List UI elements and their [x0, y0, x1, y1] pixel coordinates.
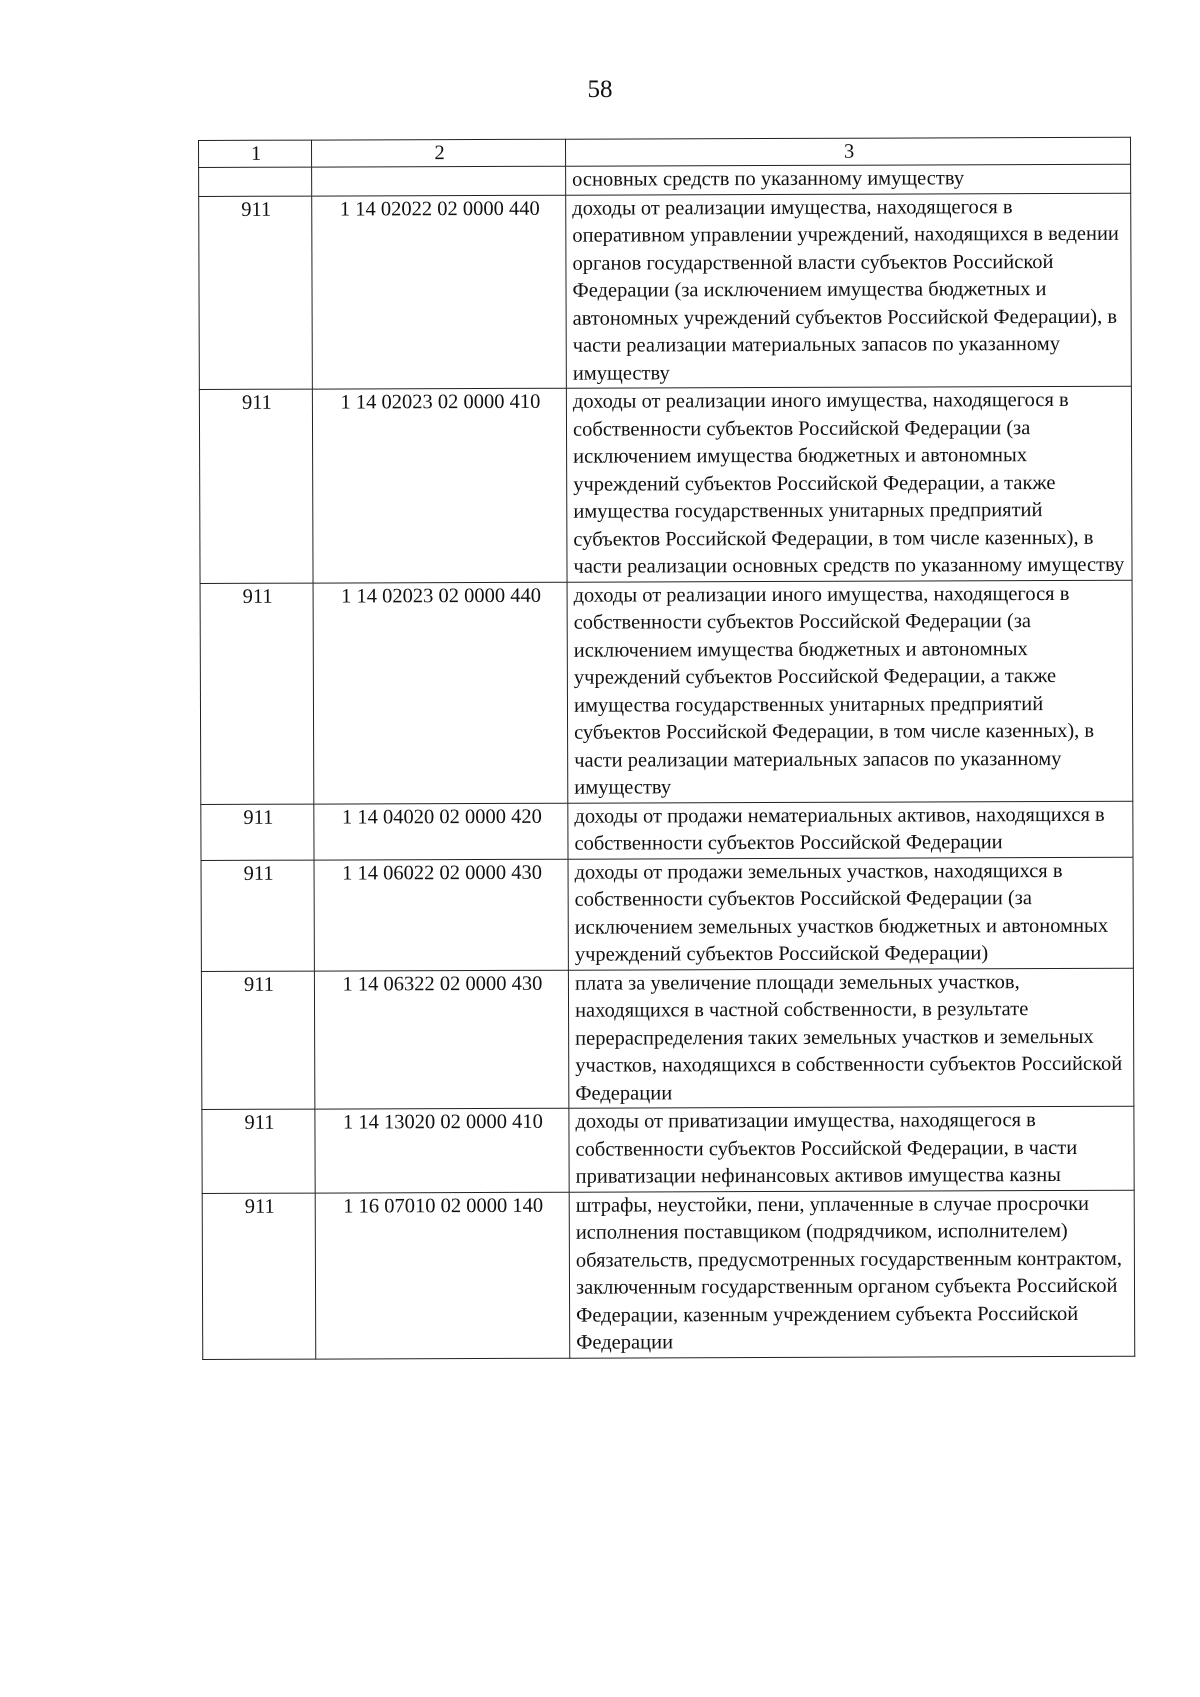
continuation-row — [199, 164, 1131, 196]
table-row — [199, 386, 1132, 583]
table-header-row — [199, 137, 1131, 167]
table-row — [202, 1190, 1135, 1359]
table-row — [201, 801, 1133, 860]
admin-code-cell: 911 — [200, 583, 314, 804]
budget-code-cell: 1 14 02023 02 0000 410 — [312, 388, 567, 582]
admin-code-cell: 911 — [199, 389, 313, 583]
revenue-description-cell: доходы от продажи нематериальных активов, находящихся в собственности субъектов Российской Федерации — [568, 801, 1133, 859]
budget-code-cell: 1 14 04020 02 0000 420 — [314, 803, 568, 860]
admin-code-cell: 911 — [201, 804, 314, 860]
column-header-3: 3 — [565, 137, 1130, 166]
revenue-description-cell: доходы от реализации иного имущества, находящегося в собственности субъектов Российской Федерации (за исключением имущества бюджетных и автономных учреждений субъектов Российской Федерации, а также имущества государственных унитарных предприятий субъектов Российской Федерации, в том числе казенных), в части реализации материальных запасов по указанному имуществу — [567, 580, 1133, 803]
budget-code-cell: 1 14 02023 02 0000 440 — [313, 582, 568, 804]
revenue-description-cell: доходы от продажи земельных участков, находящихся в собственности субъектов Российской Федерации (за исключением земельных участков бюджетных и автономных учреждений субъектов Российской Федерации) — [568, 857, 1133, 970]
admin-code-cell: 911 — [201, 860, 314, 971]
revenue-description-cell: доходы от реализации имущества, находящегося в оперативном управлении учреждений, находящихся в ведении органов государственной власти субъектов Российской Федерации (за исключением имущества бюджетных и автономных учреждений субъектов Российской Федерации), в части реализации материальных запасов по указанному имуществу — [566, 193, 1132, 388]
table-row — [201, 857, 1133, 971]
budget-code-cell: 1 14 06022 02 0000 430 — [314, 859, 568, 971]
revenue-description-cell: доходы от приватизации имущества, находящегося в собственности субъектов Российской Федерации, в части приватизации нефинансовых активов имущества казны — [569, 1106, 1134, 1191]
table-row — [201, 968, 1133, 1110]
admin-code-cell: 911 — [201, 971, 314, 1110]
budget-code-cell: 1 16 07010 02 0000 140 — [315, 1192, 570, 1359]
budget-code-cell: 1 14 06322 02 0000 430 — [314, 970, 568, 1109]
continuation-text-cell: основных средств по указанному имуществу — [566, 164, 1131, 194]
table-row — [199, 193, 1132, 390]
revenue-description-cell: доходы от реализации иного имущества, находящегося в собственности субъектов Российской Федерации (за исключением имущества бюджетных и автономных учреждений субъектов Российской Федерации, а также имущества государственных унитарных предприятий субъектов Российской Федерации, в том числе казенных), в части реализации основных средств по указанному имуществу — [566, 386, 1132, 581]
budget-code-cell: 1 14 02022 02 0000 440 — [312, 195, 567, 389]
revenue-codes-table — [198, 137, 1135, 1360]
admin-code-cell: 911 — [199, 196, 313, 390]
revenue-description-cell: штрафы, неустойки, пени, уплаченные в случае просрочки исполнения поставщиком (подрядчиком, исполнителем) обязательств, предусмотренных государственным контрактом, заключенным государственным органом субъекта Российской Федерации, казенным учреждением субъекта Российской Федерации — [569, 1190, 1135, 1358]
table-row — [202, 1106, 1134, 1193]
column-header-1: 1 — [199, 140, 312, 167]
admin-code-cell: 911 — [202, 1109, 315, 1193]
column-header-2: 2 — [312, 139, 566, 167]
revenue-description-cell: плата за увеличение площади земельных участков, находящихся в частной собственности, в результате перераспределения таких земельных участков и земельных участков, находящихся в собственности субъектов Российской Федерации — [568, 968, 1133, 1108]
continuation-code-cell — [312, 166, 566, 195]
page-number: 58 — [587, 76, 613, 103]
table-row — [200, 580, 1133, 804]
admin-code-cell: 911 — [202, 1193, 316, 1359]
continuation-admin-cell — [199, 167, 312, 196]
budget-code-cell: 1 14 13020 02 0000 410 — [315, 1108, 569, 1192]
